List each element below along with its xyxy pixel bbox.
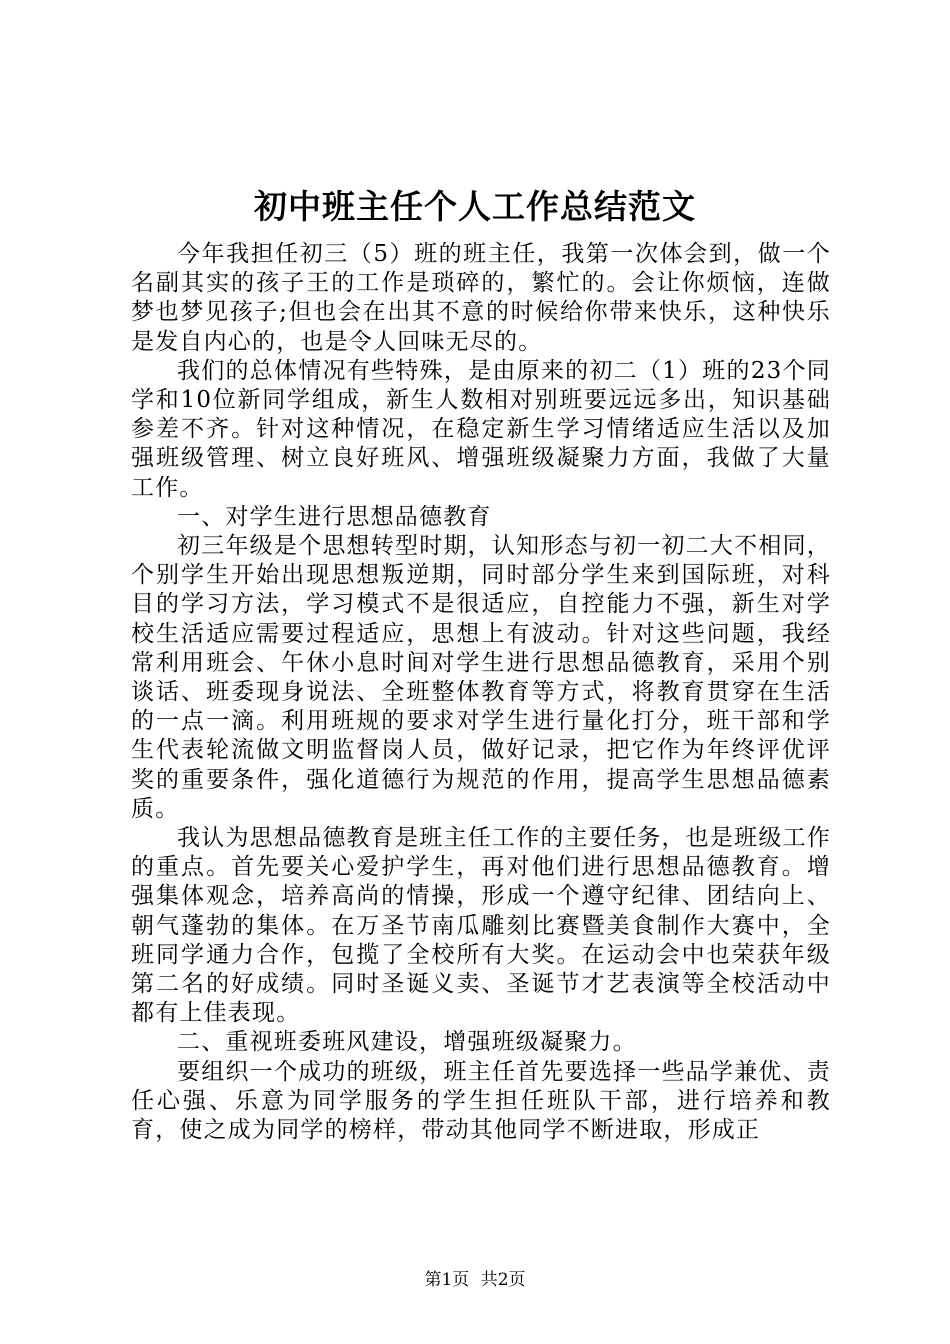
- document-title: 初中班主任个人工作总结范文: [254, 187, 696, 226]
- section-heading-2: 二、重视班委班风建设，增强班级凝聚力。: [177, 1029, 637, 1056]
- paragraph-intro: 今年我担任初三（5）班的班主任，我第一次体会到，做一个名副其实的孩子王的工作是琐碎的，繁忙的。会让你烦恼，连做梦也梦见孩子;但也会在出其不意的时候给你带来快乐，这种快乐是发自内心的，也是令人回味无尽的。: [131, 241, 831, 355]
- paragraph-moral-education: 初三年级是个思想转型时期，认知形态与初一初二大不相同，个别学生开始出现思想叛逆期，同时部分学生来到国际班，对科目的学习方法，学习模式不是很适应，自控能力不强，新生对学校生活适应需要过程适应，思想上有波动。针对这些问题，我经常利用班会、午休小息时间对学生进行思想品德教育，采用个别谈话、班委现身说法、全班整体教育等方式，将教育贯穿在生活的一点一滴。利用班规的要求对学生进行量化打分，班干部和学生代表轮流做文明监督岗人员，做好记录，把它作为年终评优评奖的重要条件，强化道德行为规范的作用，提高学生思想品德素质。: [131, 533, 831, 822]
- paragraph-class-committee: 要组织一个成功的班级，班主任首先要选择一些品学兼优、责任心强、乐意为同学服务的学生担任班队干部，进行培养和教育，使之成为同学的榜样，带动其他同学不断进取，形成正: [131, 1058, 831, 1144]
- paragraph-overview: 我们的总体情况有些特殊，是由原来的初二（1）班的23个同学和10位新同学组成，新生人数相对别班要远远多出，知识基础参差不齐。针对这种情况，在稳定新生学习情绪适应生活以及加强班级管理、树立良好班风、增强班级凝聚力方面，我做了大量工作。: [131, 357, 831, 501]
- page-number-current: 第1页: [424, 1270, 470, 1290]
- section-heading-1: 一、对学生进行思想品德教育: [177, 503, 492, 530]
- page-number-total: 共2页: [480, 1270, 526, 1290]
- document-body: [131, 240, 831, 1145]
- paragraph-moral-importance: 我认为思想品德教育是班主任工作的主要任务，也是班级工作的重点。首先要关心爱护学生，再对他们进行思想品德教育。增强集体观念，培养高尚的情操，形成一个遵守纪律、团结向上、朝气蓬勃的集体。在万圣节南瓜雕刻比赛暨美食制作大赛中，全班同学通力合作，包揽了全校所有大奖。在运动会中也荣获年级第二名的好成绩。同时圣诞义卖、圣诞节才艺表演等全校活动中都有上佳表现。: [131, 825, 831, 1027]
- page-footer: [0, 1269, 950, 1291]
